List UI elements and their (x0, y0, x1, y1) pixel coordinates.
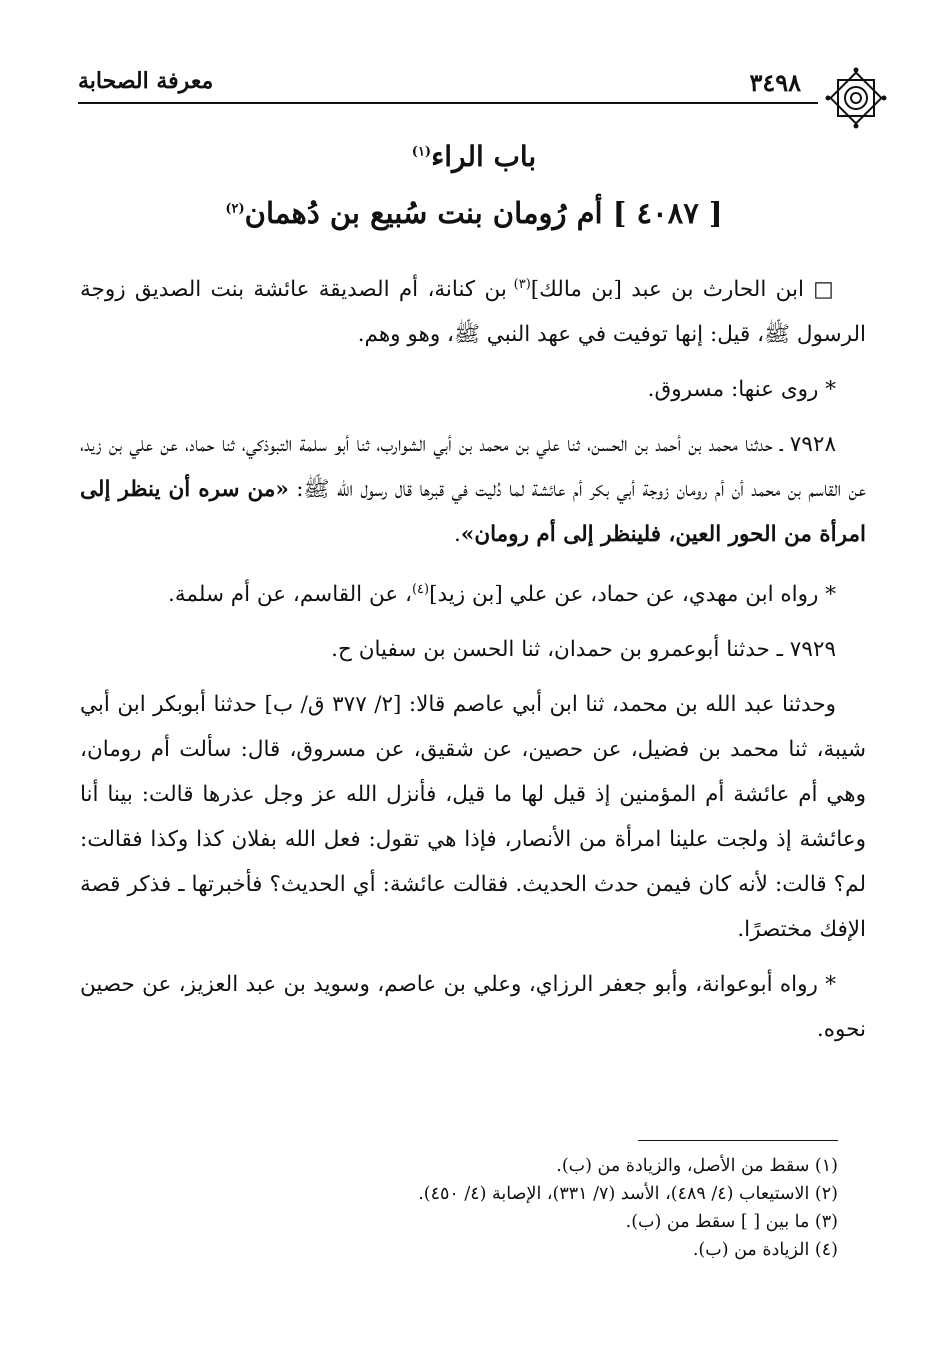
footnote-ref: (٢) (225, 201, 245, 217)
entry-heading (78, 196, 870, 230)
footnote-rule (638, 1140, 838, 1141)
prophet-quote: «من سره أن ينظر إلى امرأة من الحور العين، فلينظر إلى أم رومان» (80, 477, 866, 548)
footnote: (٤) الزيادة من (ب). (692, 1240, 838, 1260)
hadith-7929: ٧٩٢٩ ـ حدثنا أبوعمرو بن حمدان، ثنا الحسن بن سفيان ح. (331, 637, 836, 663)
header-rule (78, 102, 818, 104)
footnotes (80, 1152, 838, 1264)
footnote: (١) سقط من الأصل، والزيادة من (ب). (556, 1156, 838, 1176)
paragraph-other-chains: * رواه أبوعوانة، وأبو جعفر الرزاي، وعلي بن عاصم، وسويد بن عبد العزيز، عن حصين نحوه. (80, 972, 866, 1043)
running-title: معرفة الصحابة (78, 68, 214, 94)
footnote-ref: (٣) (513, 277, 531, 292)
page-number: ٣٤٩٨ (749, 68, 801, 97)
hadith-7928: ٧٩٢٨ ـ حدثنا محمد بن أحمد بن الحسن، ثنا علي بن محمد بن أبي الشوارب، ثنا أبو سلمة التبوذكي، ثنا حماد، عن علي بن زيد، عن القاسم بن محمد أن أم رومان زوجة أبي بكر أم عائشة لما دُليت في قبرها قال رسول الله ﷺ: «من سره أن ينظر إلى امرأة من الحور العين، فلينظر إلى أم رومان». (80, 432, 866, 548)
paragraph-ifk-story: وحدثنا عبد الله بن محمد، ثنا ابن أبي عاصم قالا: [٢/ ٣٧٧ ق/ ب] حدثنا أبوبكر ابن أبي شيبة، ثنا محمد بن فضيل، عن حصين، عن شقيق، عن مسروق، قال: سألت أم رومان، وهي أم عائشة أم المؤمنين إذ قيل لها ما قيل، فأنزل الله عز وجل عذرها قالت: بينا أنا وعائشة إذ ولجت علينا امرأة من الأنصار، فإذا هي تقول: فعل الله بفلان كذا وكذا فقالت: لم؟ قالت: لأنه كان فيمن حدث الحديث. فقالت عائشة: أي الحديث؟ فأخبرتها ـ فذكر قصة الإفك مختصرًا. (80, 692, 866, 943)
main-text (80, 262, 866, 1062)
chapter-title: باب الراء (431, 140, 537, 173)
page-header (78, 48, 843, 108)
entry-title: [ ٤٠٨٧ ] أم رُومان بنت سُبيع بن دُهمان (244, 196, 723, 230)
footnote-ref: (٤) (411, 582, 430, 598)
paragraph-narrators: * روى عنها: مسروق. (647, 377, 836, 403)
paragraph-lineage: □ ابن الحارث بن عبد [بن مالك]$^{(٣)}$ بن كنانة، أم الصديقة عائشة بنت الصديق زوجة الرسول ﷺ، قيل: إنها توفيت في عهد النبي ﷺ، وهو وهم. (80, 277, 866, 348)
chapter-heading (78, 140, 870, 173)
paragraph-chain: * رواه ابن مهدي، عن حماد، عن علي [بن زيد]$^{(٤)}$، عن القاسم، عن أم سلمة. (168, 582, 836, 608)
square-marker: □ (813, 277, 836, 303)
footnote-ref: (١) (411, 144, 432, 160)
footnote: (٢) الاستيعاب (٤/ ٤٨٩)، الأسد (٧/ ٣٣١)، الإصابة (٤/ ٤٥٠). (418, 1184, 838, 1204)
footnote: (٣) ما بين [ ] سقط من (ب). (625, 1212, 838, 1232)
ornament-icon (824, 66, 888, 130)
